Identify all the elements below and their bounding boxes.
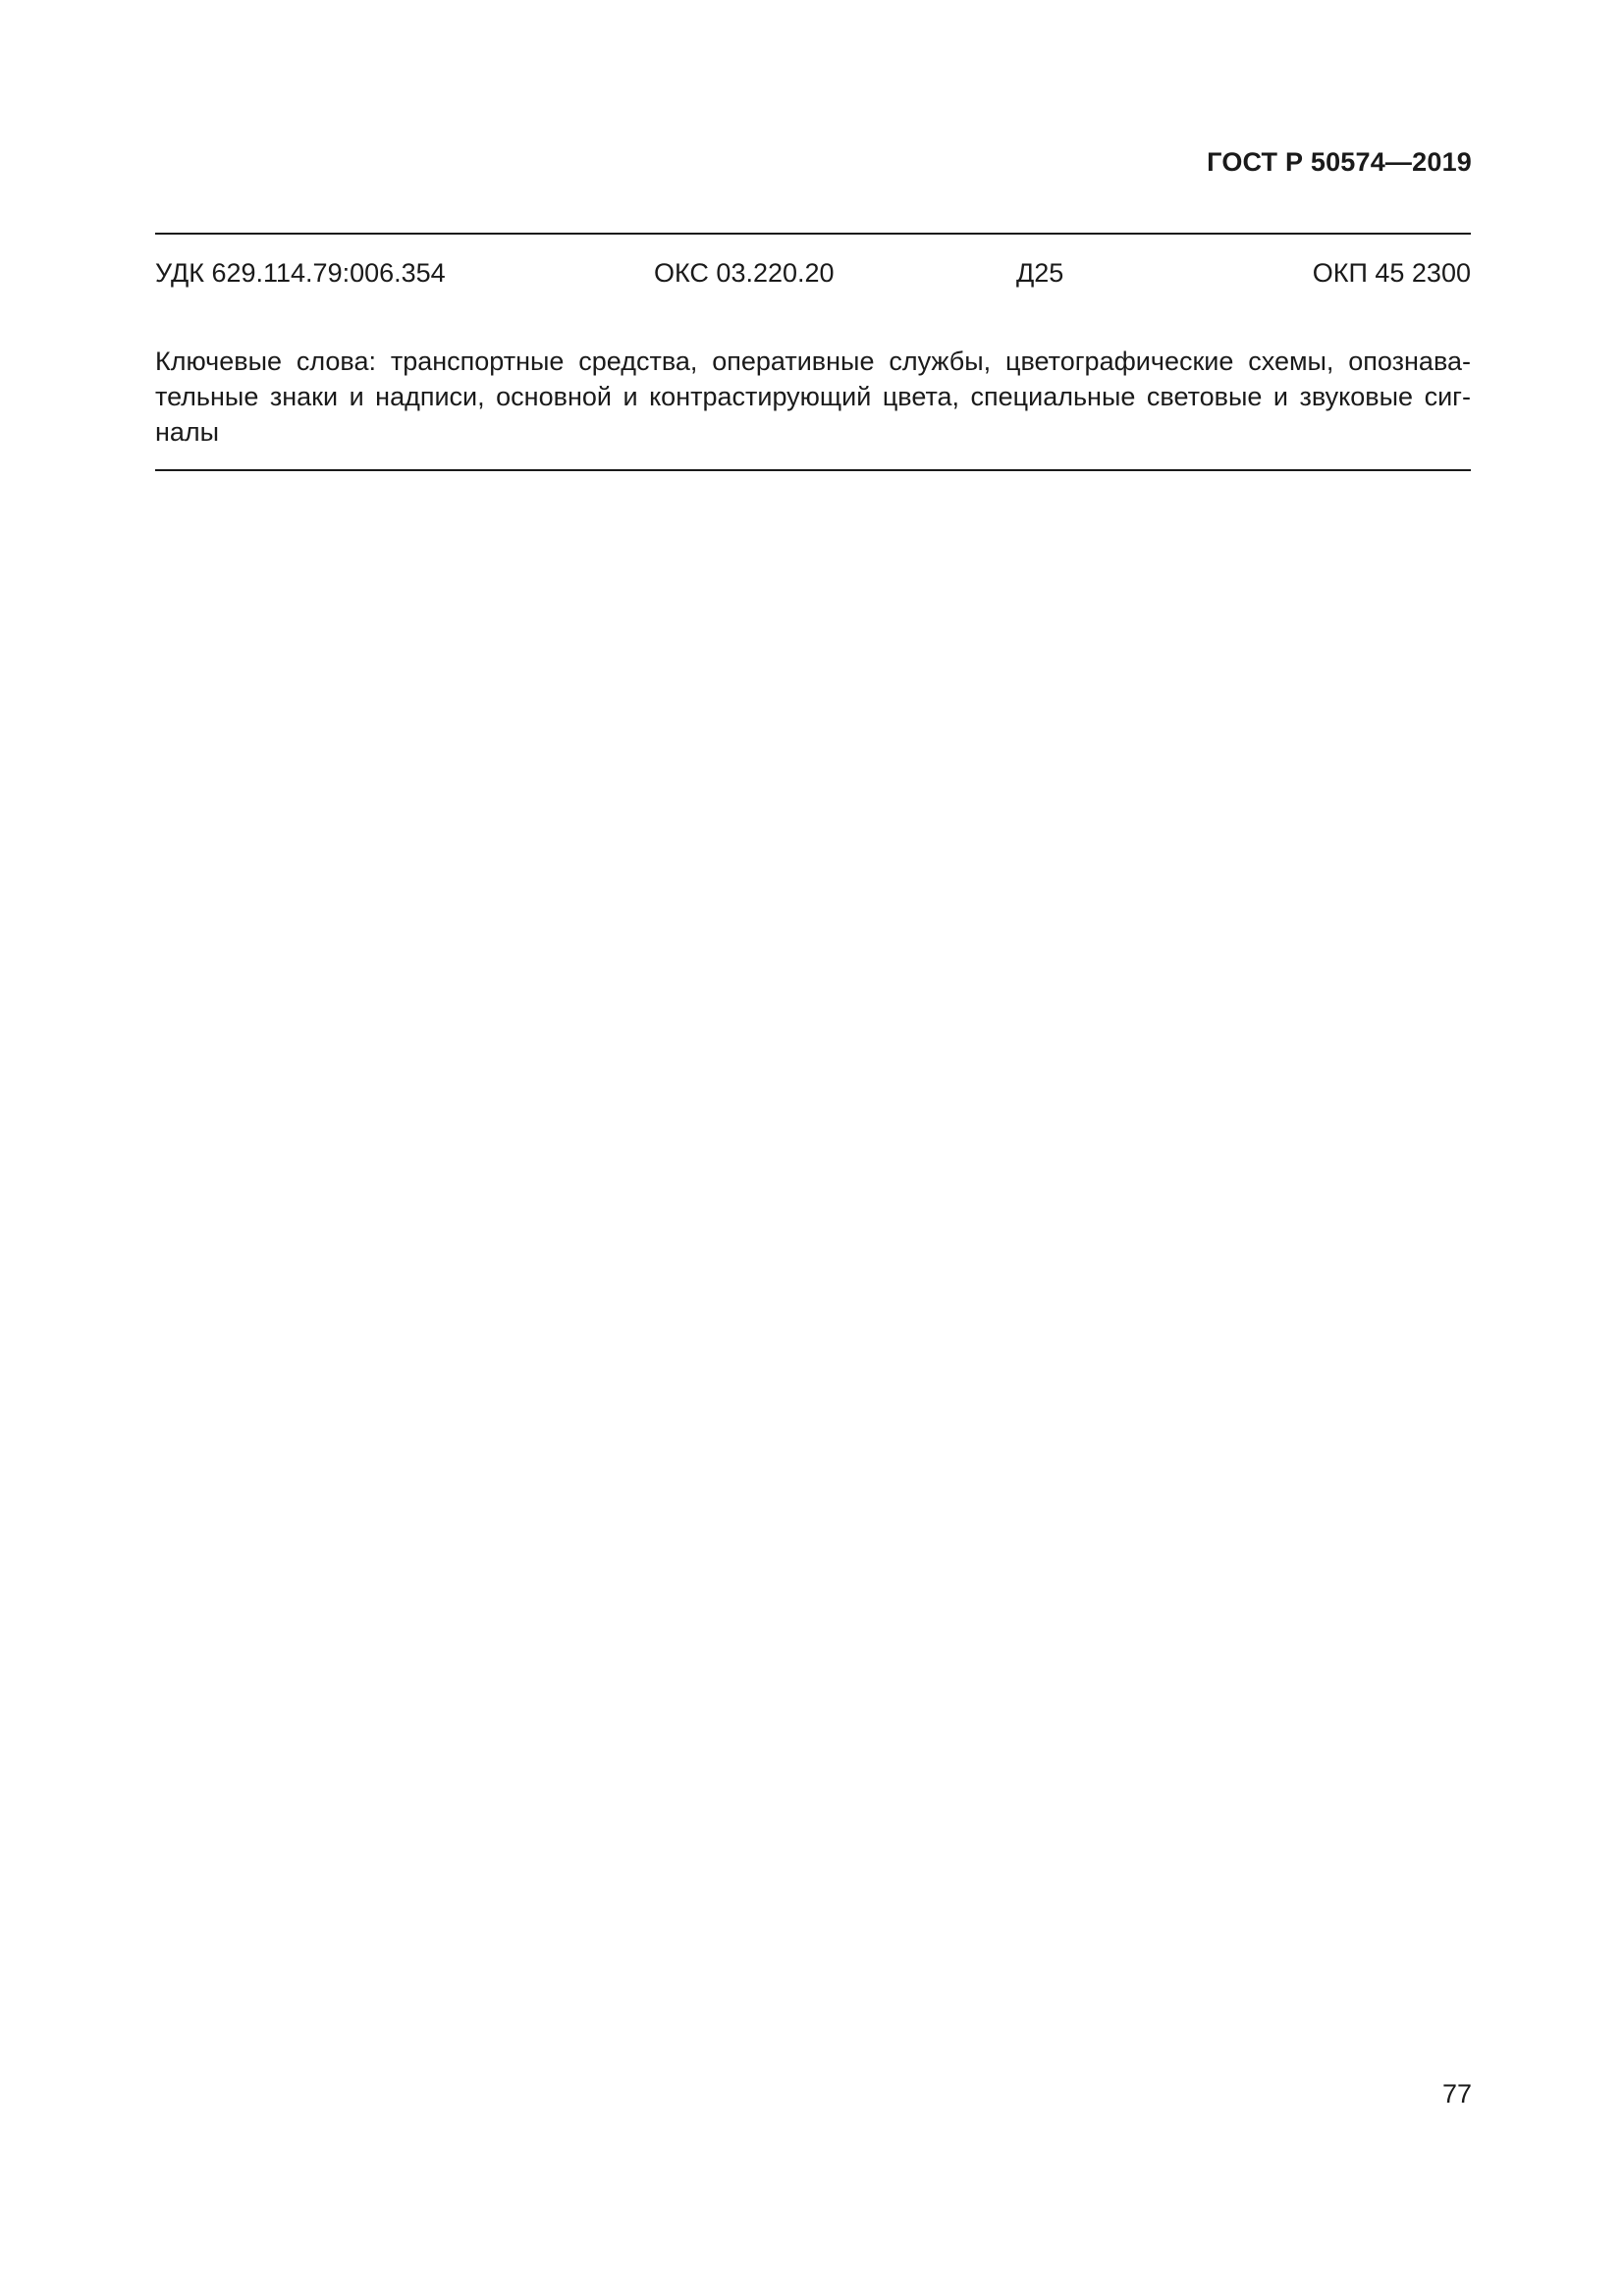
udc-code: УДК 629.114.79:006.354 [155,258,446,288]
group-code: Д25 [1016,258,1064,288]
classifier-codes-row [155,258,1471,294]
oks-code: ОКС 03.220.20 [654,258,835,288]
keywords-paragraph [155,344,1471,450]
keywords-line: налы [155,417,220,447]
okp-code: ОКП 45 2300 [1312,258,1471,288]
page-number: 77 [1441,2079,1472,2109]
keywords-line: тельные знаки и надписи, основной и контрастирующий цвета, специальные световые и звуковые сиг- [155,382,1471,411]
top-rule [155,233,1471,235]
standard-id-header: ГОСТ Р 50574—2019 [1207,147,1472,177]
keywords-line: Ключевые слова: транспортные средства, оперативные службы, цветографические схемы, опознава- [155,347,1471,376]
bottom-rule [155,469,1471,471]
